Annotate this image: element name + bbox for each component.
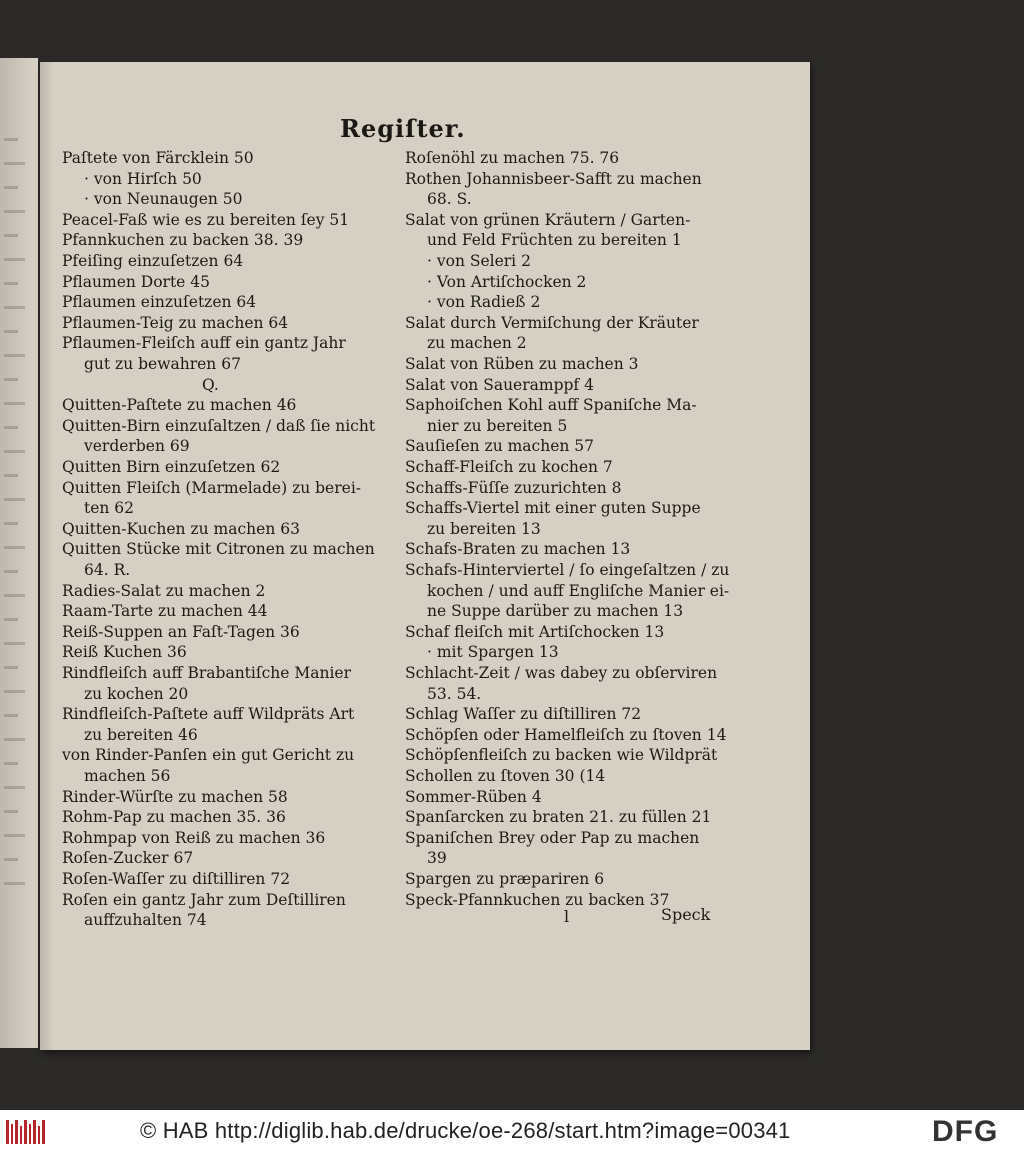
footer-citation-link[interactable]: © HAB http://diglib.hab.de/drucke/oe-268/start.htm?image=00341 xyxy=(140,1118,791,1143)
right-column-entry: Schollen zu ſtoven 30 (14 xyxy=(405,767,606,785)
left-column-entry: Roſen-Waſſer zu diſtilliren 72 xyxy=(62,870,291,888)
signature-mark: l xyxy=(564,907,570,926)
right-column-entry: Schaffs-Viertel mit einer guten Suppe xyxy=(405,499,701,518)
previous-page-edge xyxy=(0,58,38,1048)
ghost-text-line xyxy=(4,690,25,693)
ghost-text-line xyxy=(4,786,25,789)
ghost-text-line xyxy=(4,714,18,717)
right-column-entry: nier zu bereiten 5 xyxy=(427,416,568,435)
right-column-entry: Sommer-Rüben 4 xyxy=(405,787,542,806)
ghost-text-line xyxy=(4,162,25,165)
left-column-entry: Quitten-Paſtete zu machen 46 xyxy=(62,396,297,415)
page-header: Regiſter. xyxy=(340,114,466,143)
right-column-entry: Salat von grünen Kräutern / Garten- xyxy=(405,210,691,229)
ghost-text-line xyxy=(4,450,25,453)
right-column-entry: · von Seleri 2 xyxy=(427,252,531,270)
right-column-entry: Schöpſen oder Hamelfleiſch zu ſtoven 14 xyxy=(405,725,727,744)
right-column-entry: Schaf fleiſch mit Artiſchocken 13 xyxy=(405,622,665,641)
book-page xyxy=(40,62,810,1050)
right-column-entry: ne Suppe darüber zu machen 13 xyxy=(427,602,684,621)
left-column-entry: zu kochen 20 xyxy=(84,684,189,703)
left-column-entry: Quitten Fleiſch (Marmelade) zu berei- xyxy=(62,478,362,497)
left-column-entry: Reiß Kuchen 36 xyxy=(62,643,187,662)
left-column-entry: Rindfleiſch auff Brabantiſche Manier xyxy=(62,664,351,682)
right-column-entry: Schaff-Fleiſch zu kochen 7 xyxy=(405,458,613,476)
right-column-entry: Speck-Pfannkuchen zu backen 37 xyxy=(405,890,670,909)
left-column-entry: Quitten Birn einzuſetzen 62 xyxy=(62,458,281,476)
right-column-entry: Spargen zu præpariren 6 xyxy=(405,870,605,888)
left-column-entry: Reiß-Suppen an Faſt-Tagen 36 xyxy=(62,622,300,641)
left-column-entry: verderben 69 xyxy=(84,437,190,456)
left-column-entry: Peacel-Faß wie es zu bereiten ſey 51 xyxy=(62,210,350,229)
ghost-text-line xyxy=(4,234,18,237)
right-column-entry: 39 xyxy=(427,849,447,868)
ghost-text-line xyxy=(4,186,18,189)
ghost-text-line xyxy=(4,522,18,525)
left-column-entry: · von Hirſch 50 xyxy=(84,169,202,188)
left-column-entry: Roſen-Zucker 67 xyxy=(62,849,194,868)
ghost-text-line xyxy=(4,138,18,141)
right-column-entry: Schöpſenfleiſch zu backen wie Wildprät xyxy=(405,746,718,765)
left-column-entry: Quitten Stücke mit Citronen zu machen xyxy=(62,540,375,559)
right-column-entry: Rothen Johannisbeer-Safft zu machen xyxy=(405,169,702,188)
right-column-entry: Salat durch Vermiſchung der Kräuter xyxy=(405,313,699,332)
right-column-entry: kochen / und auff Engliſche Manier ei- xyxy=(427,581,730,600)
right-column-entry: 68. S. xyxy=(427,190,472,209)
ghost-text-line xyxy=(4,546,25,549)
footer-bar xyxy=(0,1110,1024,1152)
left-column-entry: Pflaumen-Fleiſch auff ein gantz Jahr xyxy=(62,334,346,353)
left-column-entry: machen 56 xyxy=(84,767,171,785)
right-column-entry: zu bereiten 13 xyxy=(427,519,541,538)
right-column-entry: Schlacht-Zeit / was dabey zu obſerviren xyxy=(405,664,718,682)
left-column-entry: gut zu bewahren 67 xyxy=(84,355,241,373)
ghost-text-line xyxy=(4,354,25,357)
right-column-entry: Spaniſchen Brey oder Pap zu machen xyxy=(405,828,700,847)
left-column-entry: Quitten-Birn einzuſaltzen / daß ſie nicht xyxy=(62,416,376,435)
left-column-entry: Pflaumen Dorte 45 xyxy=(62,272,210,291)
ghost-text-line xyxy=(4,618,18,621)
right-column-entry: Salat von Rüben zu machen 3 xyxy=(405,355,639,373)
left-column-entry: Pflaumen einzuſetzen 64 xyxy=(62,293,257,312)
left-column-entry: 64. R. xyxy=(84,561,131,579)
right-column-entry: Schaffs-Füſſe zuzurichten 8 xyxy=(405,478,622,497)
catchword: Speck xyxy=(661,905,711,924)
right-column-entry: und Feld Früchten zu bereiten 1 xyxy=(427,231,682,250)
left-column-entry: Rohmpap von Reiß zu machen 36 xyxy=(62,828,326,847)
left-column-entry: · von Neunaugen 50 xyxy=(84,190,243,209)
ghost-text-line xyxy=(4,834,25,837)
left-column-entry: Paſtete von Färcklein 50 xyxy=(62,149,254,167)
left-column-entry: ten 62 xyxy=(84,499,135,518)
ghost-text-line xyxy=(4,474,18,477)
ghost-text-line xyxy=(4,330,18,333)
left-column-entry: Radies-Salat zu machen 2 xyxy=(62,581,266,600)
left-column-entry: von Rinder-Panſen ein gut Gericht zu xyxy=(62,746,355,765)
left-column-entry: Pflaumen-Teig zu machen 64 xyxy=(62,313,289,332)
ghost-text-line xyxy=(4,810,18,813)
ghost-text-line xyxy=(4,426,18,429)
left-column-entry: Rohm-Pap zu machen 35. 36 xyxy=(62,808,286,827)
right-column-entry: · von Radieß 2 xyxy=(427,293,541,312)
right-column-entry: · mit Spargen 13 xyxy=(427,643,559,662)
right-column-entry: Spanſarcken zu braten 21. zu füllen 21 xyxy=(405,808,712,827)
ghost-text-line xyxy=(4,882,25,885)
ghost-text-line xyxy=(4,378,18,381)
ghost-text-line xyxy=(4,858,18,861)
hab-barcode-logo-icon xyxy=(4,1116,48,1148)
left-column-entry: Rinder-Würſte zu machen 58 xyxy=(62,787,288,806)
right-column-entry: · Von Artiſchocken 2 xyxy=(427,272,587,291)
ghost-text-line xyxy=(4,642,25,645)
ghost-text-line xyxy=(4,306,25,309)
ghost-text-line xyxy=(4,570,18,573)
left-column-entry: Q. xyxy=(202,375,219,394)
ghost-text-line xyxy=(4,402,25,405)
ghost-text-line xyxy=(4,258,25,261)
right-column-entry: Sauſieſen zu machen 57 xyxy=(405,437,595,456)
ghost-text-line xyxy=(4,282,18,285)
left-column-entry: Quitten-Kuchen zu machen 63 xyxy=(62,519,300,538)
ghost-text-line xyxy=(4,738,25,741)
left-column-entry: zu bereiten 46 xyxy=(84,725,198,744)
ghost-text-line xyxy=(4,666,18,669)
ghost-text-line xyxy=(4,762,18,765)
left-column-entry: Pfannkuchen zu backen 38. 39 xyxy=(62,231,304,250)
left-column-entry: Roſen ein gantz Jahr zum Deſtilliren xyxy=(62,890,346,909)
right-column-entry: Schafs-Hinterviertel / ſo eingeſaltzen / zu xyxy=(405,561,730,579)
dfg-logo: DFG xyxy=(932,1115,999,1148)
ghost-text-line xyxy=(4,594,25,597)
left-column-entry: auffzuhalten 74 xyxy=(84,911,207,930)
right-column-entry: Roſenöhl zu machen 75. 76 xyxy=(405,149,620,167)
ghost-text-line xyxy=(4,498,25,501)
right-column-entry: zu machen 2 xyxy=(427,334,527,353)
right-column-entry: Schlag Waſſer zu diſtilliren 72 xyxy=(405,705,642,724)
right-column-entry: Schafs-Braten zu machen 13 xyxy=(405,540,631,559)
left-column-entry: Pfeiſing einzuſetzen 64 xyxy=(62,252,244,270)
right-column-entry: Salat von Saueramppf 4 xyxy=(405,375,594,394)
ghost-text-line xyxy=(4,210,25,213)
left-column-entry: Rindfleiſch-Paſtete auff Wildpräts Art xyxy=(62,705,355,724)
right-column-entry: Saphoiſchen Kohl auff Spaniſche Ma- xyxy=(405,396,697,415)
left-column-entry: Raam-Tarte zu machen 44 xyxy=(62,602,268,621)
right-column-entry: 53. 54. xyxy=(427,684,482,703)
